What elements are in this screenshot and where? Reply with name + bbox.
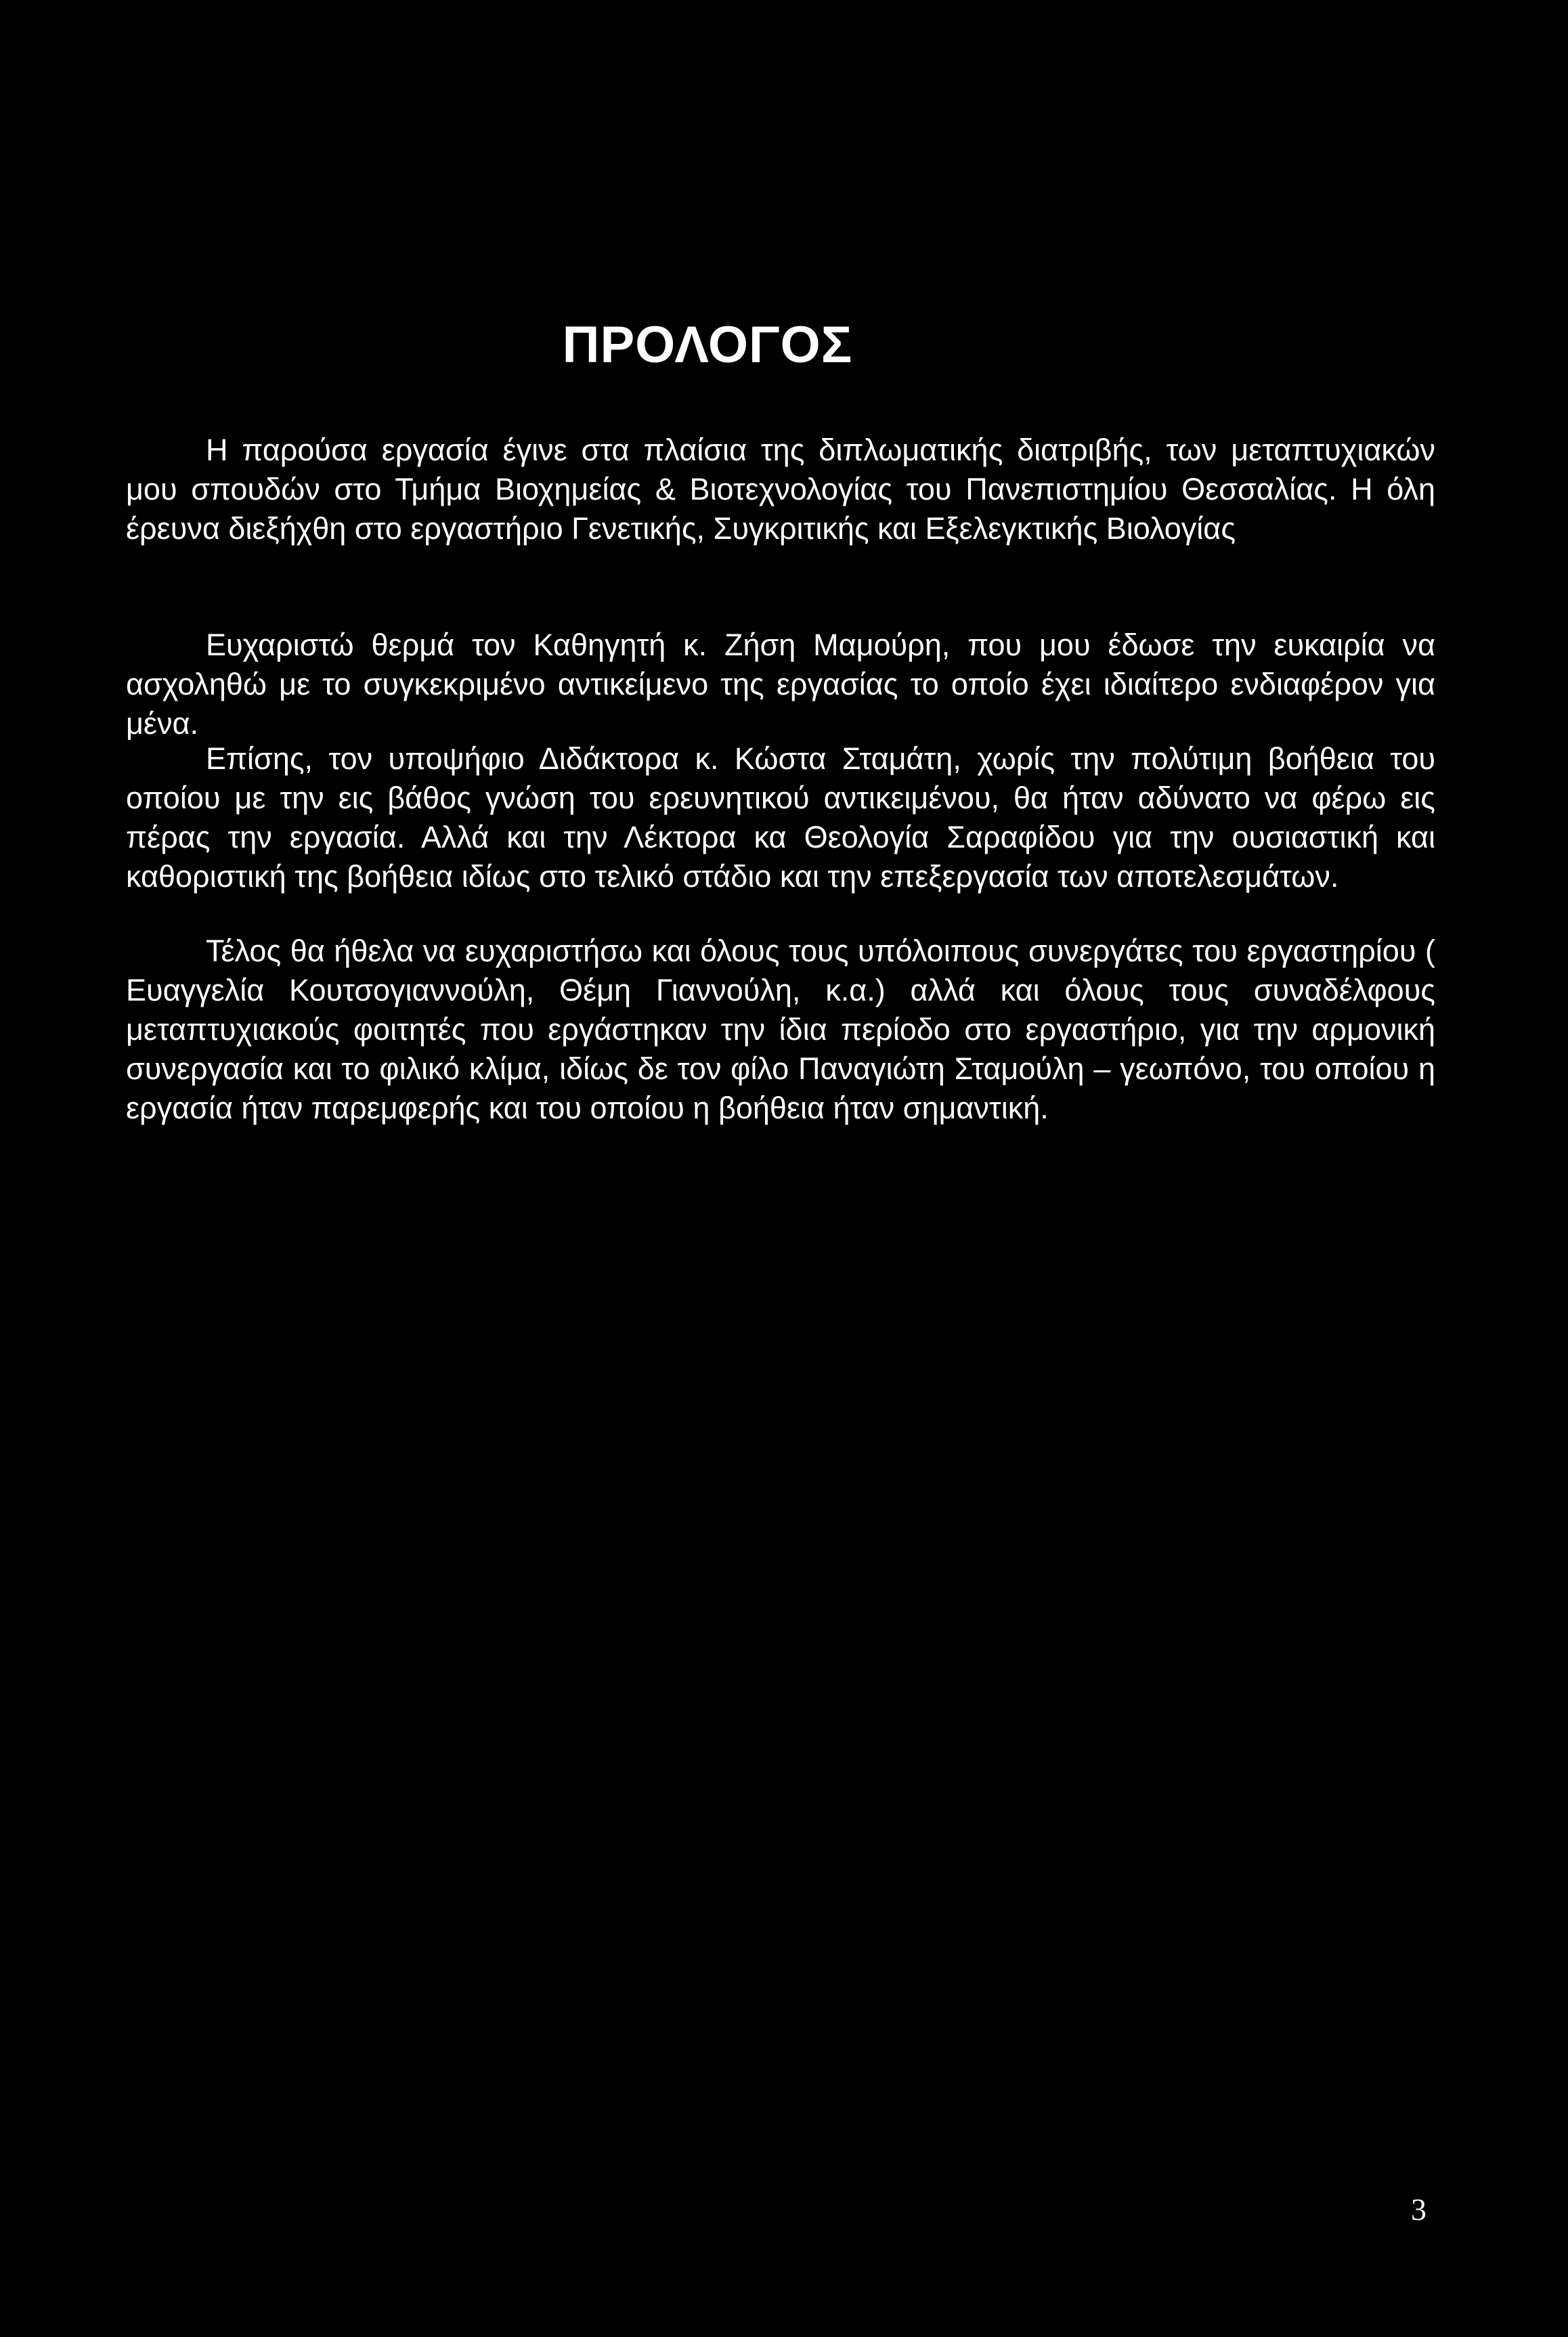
paragraph-thanks-professor: Ευχαριστώ θερμά τον Καθηγητή κ. Ζήση Μαμούρη, που μου έδωσε την ευκαιρία να ασχοληθώ με το συγκεκριμένο αντικείμενο της εργασίας το οποίο έχει ιδιαίτερο ενδιαφέρον για μένα. (126, 628, 1435, 741)
paragraph-thanks-candidate-and-lecturer: Επίσης, τον υποψήφιο Διδάκτορα κ. Κώστα Σταμάτη, χωρίς την πολύτιμη βοήθεια του οποίου με την εις βάθος γνώση του ερευνητικού αντικειμένου, θα ήταν αδύνατο να φέρω εις πέρας την εργασία. Αλλά και την Λέκτορα κα Θεολογία Σαραφίδου για την ουσιαστική και καθοριστική της βοήθεια ιδίως στο τελικό στάδιο και την επεξεργασία των αποτελεσμάτων. (126, 741, 1435, 894)
paragraph-thanks-colleagues: Τέλος θα ήθελα να ευχαριστήσω και όλους τους υπόλοιπους συνεργάτες του εργαστηρίου ( Ευαγγελία Κουτσογιαννούλη, Θέμη Γιαννούλη, κ.α.) αλλά και όλους τους συναδέλφους μεταπτυχιακούς φοιτητές που εργάστηκαν την ίδια περίοδο στο εργαστήριο, για την αρμονική συνεργασία και το φιλικό κλίμα, ιδίως δε τον φίλο Παναγιώτη Σταμούλη – γεωπόνο, του οποίου η εργασία ήταν παρεμφερής και του οποίου η βοήθεια ήταν σημαντική. (126, 934, 1435, 1125)
page-title: ΠΡΟΛΟΓΟΣ (562, 316, 853, 374)
paragraph-introduction: Η παρούσα εργασία έγινε στα πλαίσια της διπλωματικής διατριβής, των μεταπτυχιακών μου σπουδών στο Τμήμα Βιοχημείας & Βιοτεχνολογίας του Πανεπιστημίου Θεσσαλίας. Η όλη έρευνα διεξήχθη στο εργαστήριο Γενετικής, Συγκριτικής και Εξελεγκτικής Βιολογίας (126, 433, 1435, 546)
page-number: 3 (1411, 2192, 1427, 2227)
